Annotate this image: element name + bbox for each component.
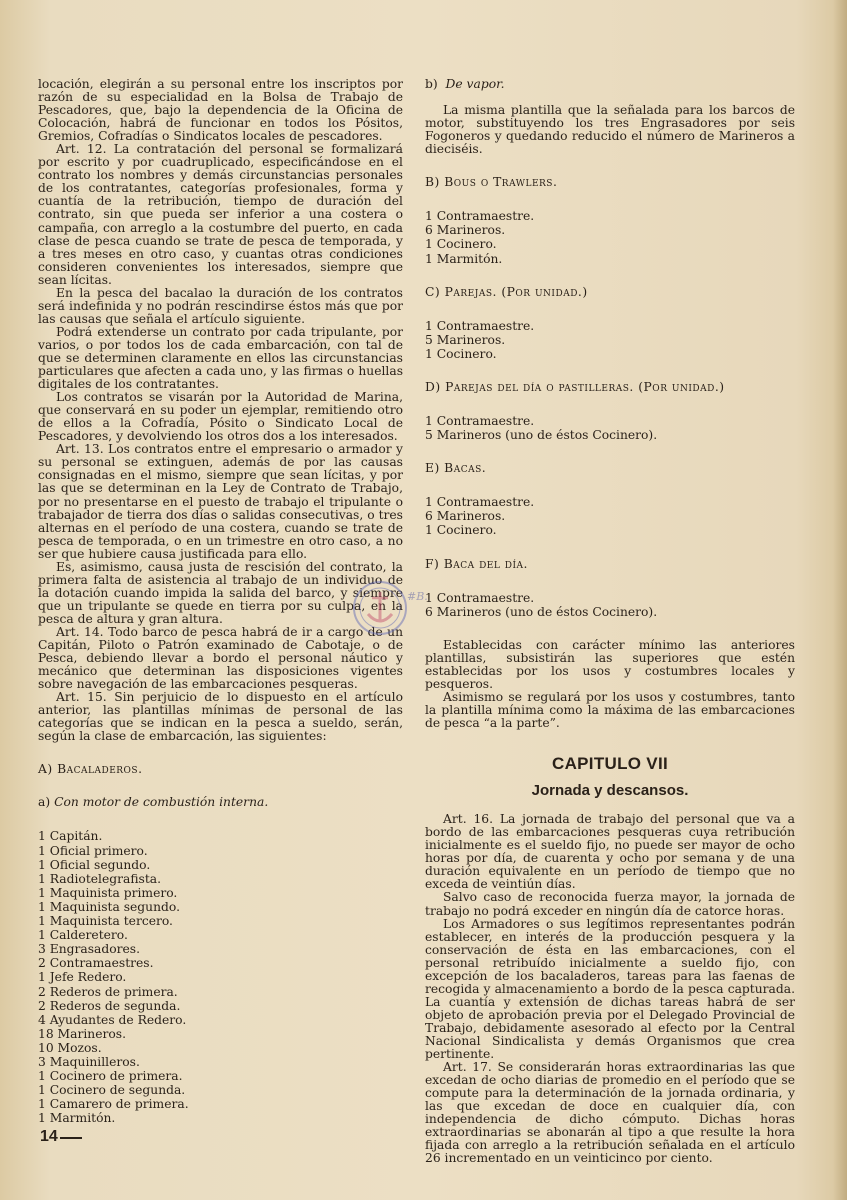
list-item: 1 Maquinista segundo. bbox=[38, 899, 180, 914]
list-item: 2 Contramaestres. bbox=[38, 956, 154, 971]
list-item: 1 Maquinista tercero. bbox=[38, 914, 173, 929]
list-item: 1 Marmitón. bbox=[38, 1111, 116, 1126]
crew-list-baca-dia bbox=[425, 591, 795, 619]
heading-baca-del-dia: F) Baca del día. bbox=[425, 556, 528, 571]
page-edge-shadow bbox=[833, 0, 847, 1200]
paragraph-establecidas: Establecidas con carácter mínimo las anteriores plantillas, subsistirán las superiores que estén establecidas por los usos y costumbres locales y pesqueros. bbox=[425, 637, 795, 691]
heading-bous-trawlers: B) Bous o Trawlers. bbox=[425, 175, 558, 190]
page-number: 14 bbox=[40, 1128, 82, 1146]
paragraph-armadores: Los Armadores o sus legítimos representantes podrán establecer, en interés de la producción pesquera y la conservación de ésta en las embarcaciones, con el personal retribuído inicialmente a sueldo fijo, con excepción de los bacaladeros, tareas para las faenas de recogida y almacenamiento a bordo de la pesca capturada. La cuantía y extensión de dichas tareas habrá de ser objeto de aprobación previa por el Delegado Provincial de Trabajo, debidamente asesorado al efecto por la Central Nacional Sindicalista y demás Organismos que crea pertinente. bbox=[425, 916, 795, 1062]
list-item: 1 Cocinero. bbox=[425, 523, 497, 538]
list-item: 3 Maquinilleros. bbox=[38, 1054, 140, 1069]
paragraph-contrato-tripulante: Podrá extenderse un contrato por cada tripulante, por varios, o por todos los de cada embarcación, con tal de que se determinen claramente en ellos las circunstancias particulares que afecten a cada uno, y las firmas o huellas digitales de los contratantes. bbox=[38, 324, 403, 392]
crew-list-bacaladeros bbox=[38, 829, 403, 1125]
list-item: 1 Contramaestre. bbox=[425, 414, 535, 429]
chapter-title: CAPITULO VII bbox=[552, 754, 668, 774]
list-item: 2 Rederos de primera. bbox=[38, 984, 178, 999]
list-item: 1 Camarero de primera. bbox=[38, 1097, 189, 1112]
list-item: 1 Oficial primero. bbox=[38, 843, 148, 858]
right-column bbox=[425, 78, 795, 1165]
list-item: 1 Marmitón. bbox=[425, 251, 503, 266]
paragraph-rescision: Es, asimismo, causa justa de rescisión del contrato, la primera falta de asistencia al trabajo de un individuo de la dotación cuando impida la salida del barco, y siempre que un tripulante se quede en tierra por su culpa, en la pesca de altura y gran altura. bbox=[38, 559, 403, 626]
heading-parejas-del-dia: D) Parejas del día o pastilleras. (Por unidad.) bbox=[425, 379, 725, 394]
list-item: 3 Engrasadores. bbox=[38, 942, 141, 957]
crew-list-parejas bbox=[425, 319, 795, 361]
heading-bacas: E) Bacas. bbox=[425, 461, 487, 476]
paragraph-art-16: Art. 16. La jornada de trabajo del personal que va a bordo de las embarcaciones pesqueras cuya retribución inicialmente es el sueldo fijo, no puede ser mayor de ocho horas por día, de cuarenta y ocho por semana y de una duración equivalente en un período de tiempo que no exceda de veintiún días. bbox=[425, 812, 795, 892]
list-item: 2 Rederos de segunda. bbox=[38, 998, 181, 1013]
paragraph-art-12: Art. 12. La contratación del personal se formalizará por escrito y por cuadruplicado, especificándose en el contrato los nombres y demás circunstancias personales de los contratantes, categorías profesionales, forma y cuantía de la retribución, tiempo de duración del contrato, sin que pueda ser inferior a una costera o campaña, con arreglo a la costumbre del puerto, en cada clase de pesca cuando se trate de pesca de temporada, y a tres meses en otro caso, y cuantas otras condiciones consideren convenientes los interesados, siempre que sean lícitas. bbox=[38, 142, 403, 287]
paragraph-misma-plantilla: La misma plantilla que la señalada para los barcos de motor, substituyendo los tres Engrasadores por seis Fogoneros y quedando reducido el número de Marineros a dieciséis. bbox=[425, 103, 795, 157]
anchor-stamp-icon bbox=[350, 578, 410, 638]
paragraph-art-17: Art. 17. Se considerarán horas extraordinarias las que excedan de ocho diarias de promedio en el período que se compute para la determinación de la jornada ordinaria, y las que excedan de doce en cualquier día, con independencia de dicho cómputo. Dichas horas extraordinarias se abonarán al tipo a que resulte la hora fijada con arreglo a la retribución señalada en el artículo 26 incrementado en un veinticinco por ciento. bbox=[425, 1060, 795, 1166]
list-item: 1 Contramaestre. bbox=[425, 590, 535, 605]
list-item: 1 Contramaestre. bbox=[425, 318, 535, 333]
list-item: 1 Contramaestre. bbox=[425, 495, 535, 510]
list-item: 1 Maquinista primero. bbox=[38, 885, 178, 900]
list-item: 1 Jefe Redero. bbox=[38, 970, 127, 985]
left-column bbox=[38, 78, 403, 1125]
list-item: 1 Cocinero de primera. bbox=[38, 1069, 183, 1084]
list-item: 1 Cocinero. bbox=[425, 346, 497, 361]
list-item: 10 Mozos. bbox=[38, 1040, 102, 1055]
paragraph-salvo-caso: Salvo caso de reconocida fuerza mayor, la jornada de trabajo no podrá exceder en ningún día de catorce horas. bbox=[425, 890, 795, 918]
list-item: 1 Oficial segundo. bbox=[38, 857, 151, 872]
list-item: 1 Radiotelegrafista. bbox=[38, 871, 162, 886]
stamp-inscription: #B. bbox=[407, 590, 428, 603]
list-item: 1 Capitán. bbox=[38, 829, 103, 844]
list-item: 5 Marineros. bbox=[425, 332, 506, 347]
list-item: 6 Marineros. bbox=[425, 223, 506, 238]
paragraph-colocacion: locación, elegirán a su personal entre los inscriptos por razón de su especialidad en la Bolsa de Trabajo de Pescadores, que, bajo la dependencia de la Oficina de Colocación, habrá de funcionar en todos los Pósitos, Gremios, Cofradías o Sindicatos locales de pescadores. bbox=[38, 77, 403, 144]
paragraph-art-14: Art. 14. Todo barco de pesca habrá de ir a cargo de un Capitán, Piloto o Patrón examinado de Cabotaje, o de Pesca, debiendo llevar a bordo el personal náutico y mecánico que determinan las disposiciones vigentes sobre navegación de las embarcaciones pesqueras. bbox=[38, 624, 403, 692]
list-item: 6 Marineros (uno de éstos Cocinero). bbox=[425, 604, 658, 619]
list-item: 6 Marineros. bbox=[425, 509, 506, 524]
paragraph-art-13: Art. 13. Los contratos entre el empresario o armador y su personal se extinguen, además de por las causas consignadas en el mismo, siempre que sean lícitas, y por las que se determinan en la Ley de Contrato de Trabajo, por no presentarse en el puesto de trabajo el tripulante o trabajador de tierra dos días o salidas consecutivas, o tres alternas en el período de una costera, cuando se trate de pesca de temporada, o en un trimestre en otro caso, a no ser que hubiere causa justificada para ello. bbox=[38, 442, 403, 561]
paragraph-visado: Los contratos se visarán por la Autoridad de Marina, que conservará en su poder un ejemplar, remitiendo otro de ellos a la Cofradía, Pósito o Sindicato Local de Pescadores, y devolviendo los otros dos a los interesados. bbox=[38, 390, 403, 444]
paragraph-asimismo: Asimismo se regulará por los usos y costumbres, tanto la plantilla mínima como la máxima de las embarcaciones de pesca “a la parte”. bbox=[425, 689, 795, 731]
list-item: 18 Marineros. bbox=[38, 1026, 126, 1041]
heading-de-vapor: b) De vapor. bbox=[425, 77, 505, 91]
list-item: 1 Calderetero. bbox=[38, 928, 128, 943]
list-item: 4 Ayudantes de Redero. bbox=[38, 1012, 187, 1027]
heading-motor-combustion: a) Con motor de combustión interna. bbox=[38, 795, 269, 810]
crew-list-bous bbox=[425, 209, 795, 265]
list-item: 1 Cocinero. bbox=[425, 237, 497, 252]
heading-bacaladeros: A) Bacaladeros. bbox=[38, 762, 143, 777]
paragraph-art-15: Art. 15. Sin perjuicio de lo dispuesto en el artículo anterior, las plantillas mínimas de personal de las categorías que se indican en la pesca a sueldo, serán, según la clase de embarcación, las siguientes: bbox=[38, 690, 403, 744]
list-item: 1 Cocinero de segunda. bbox=[38, 1083, 186, 1098]
heading-parejas: C) Parejas. (Por unidad.) bbox=[425, 284, 588, 299]
chapter-subtitle: Jornada y descansos. bbox=[531, 782, 689, 800]
crew-list-parejas-dia bbox=[425, 414, 795, 442]
crew-list-bacas bbox=[425, 495, 795, 537]
list-item: 5 Marineros (uno de éstos Cocinero). bbox=[425, 428, 658, 443]
list-item: 1 Contramaestre. bbox=[425, 209, 535, 224]
paragraph-bacalao: En la pesca del bacalao la duración de los contratos será indefinida y no podrán rescindirse éstos más que por las causas que señala el artículo siguiente. bbox=[38, 285, 403, 326]
